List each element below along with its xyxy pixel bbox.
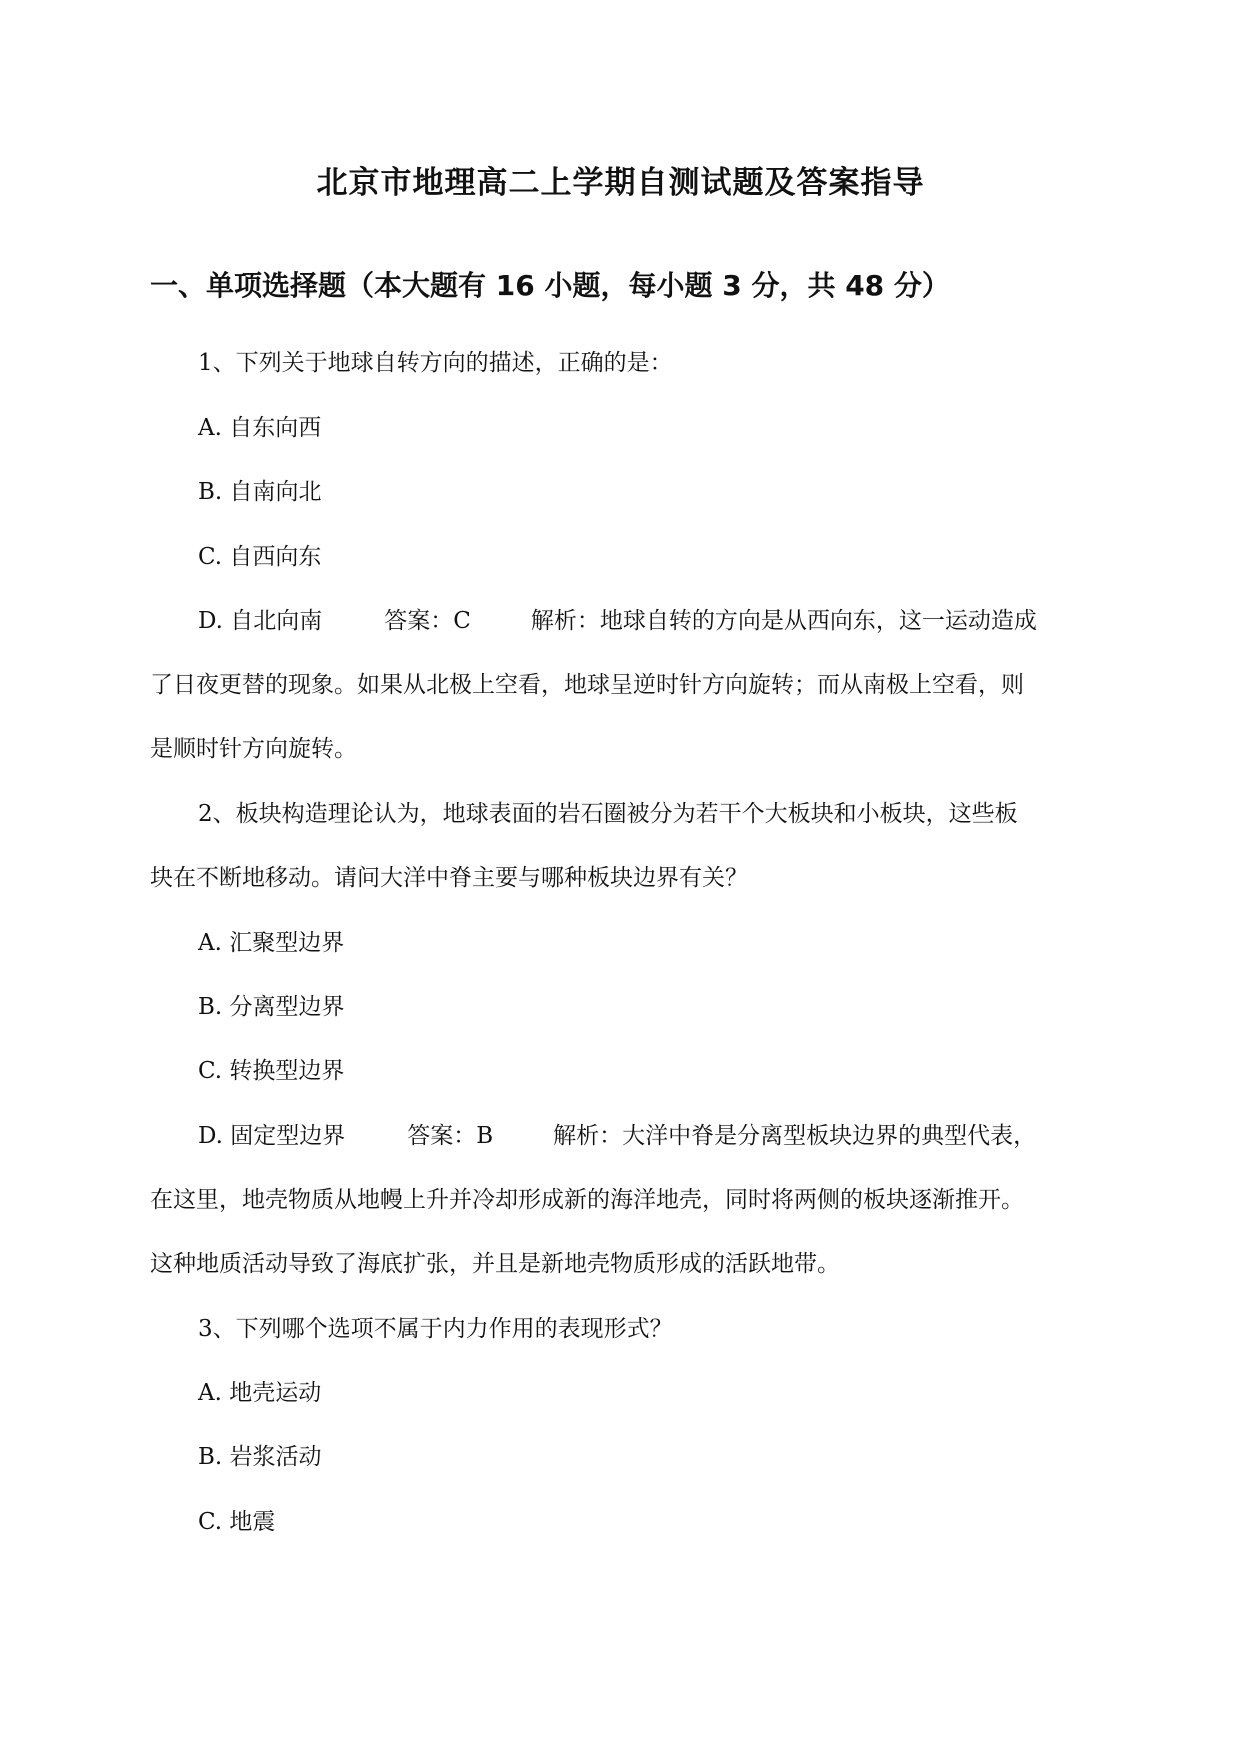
question-2-analysis-start: 大洋中脊是分离型板块边界的典型代表， [622,1123,1037,1149]
question-1-analysis-line-3: 是顺时针方向旋转。 [150,736,357,762]
question-2-analysis-line-3: 这种地质活动导致了海底扩张，并且是新地壳物质形成的活跃地带。 [150,1251,840,1277]
question-2-analysis-line-2: 在这里，地壳物质从地幔上升并冷却形成新的海洋地壳，同时将两侧的板块逐渐推开。 [150,1187,1024,1213]
question-1-option-b: B. 自南向北 [198,479,322,505]
section-heading: 一、单项选择题（本大题有 16 小题，每小题 3 分，共 48 分） [150,269,950,302]
question-2-answer: 答案：B [407,1123,494,1149]
question-1-option-c: C. 自西向东 [198,544,322,570]
question-2-option-d: D. 固定型边界 [198,1123,346,1149]
question-3-stem: 3、下列哪个选项不属于内力作用的表现形式？ [198,1316,673,1342]
question-1-answer: 答案：C [384,608,471,634]
question-1-option-d-answer-line [198,605,1037,637]
question-1-stem: 1、下列关于地球自转方向的描述，正确的是： [198,350,673,376]
question-2-stem-line-1: 2、板块构造理论认为，地球表面的岩石圈被分为若干个大板块和小板块，这些板 [198,801,1018,827]
question-2-option-c: C. 转换型边界 [198,1058,345,1084]
question-2-option-b: B. 分离型边界 [198,994,345,1020]
question-2-stem-line-2: 块在不断地移动。请问大洋中脊主要与哪种板块边界有关？ [150,865,748,891]
question-3-option-b: B. 岩浆活动 [198,1444,322,1470]
question-1-analysis-label: 解析： [530,608,600,634]
question-3-option-c: C. 地震 [198,1509,276,1535]
question-1-analysis-line-2: 了日夜更替的现象。如果从北极上空看，地球呈逆时针方向旋转；而从南极上空看，则 [150,672,1024,698]
question-2-option-a: A. 汇聚型边界 [198,930,345,956]
question-1-option-a: A. 自东向西 [198,415,322,441]
document-title: 北京市地理高二上学期自测试题及答案指导 [316,165,925,201]
question-1-option-d: D. 自北向南 [198,608,323,634]
question-3-option-a: A. 地壳运动 [198,1380,322,1406]
question-2-analysis-label: 解析： [553,1123,623,1149]
question-1-analysis-start: 地球自转的方向是从西向东，这一运动造成 [599,608,1037,634]
question-2-option-d-answer-line [198,1120,1036,1152]
